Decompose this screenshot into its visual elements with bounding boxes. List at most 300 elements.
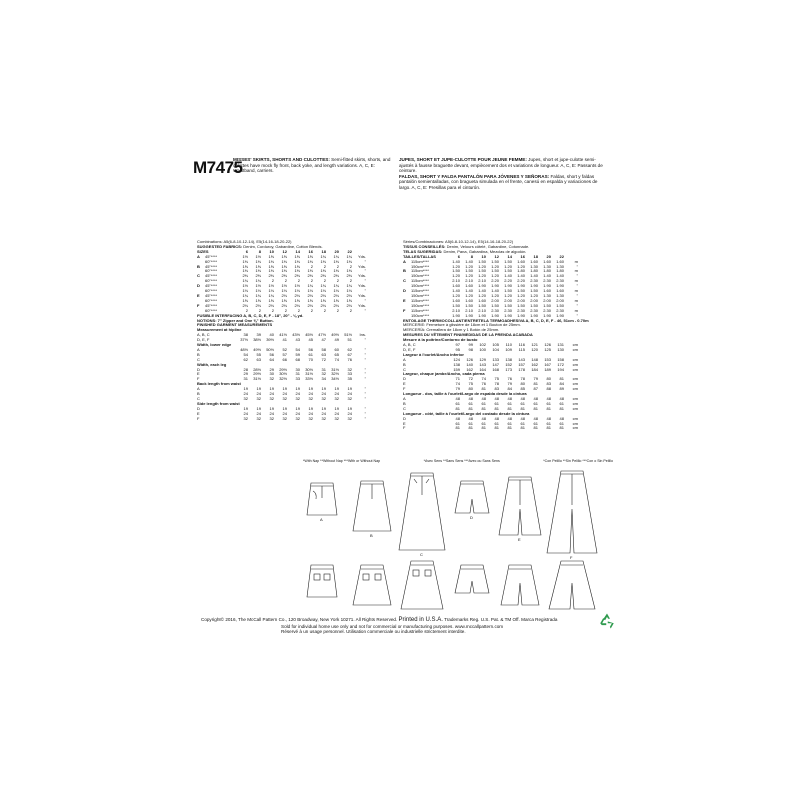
yardage-width: 150cm**** bbox=[411, 274, 430, 279]
yardage-width: 150cm**** bbox=[411, 284, 430, 289]
measurement-cell: 48 bbox=[494, 416, 499, 421]
yardage-width: 45"**** bbox=[205, 264, 218, 269]
yardage-cell: 1.90 bbox=[543, 313, 551, 318]
measurement-view: D bbox=[403, 377, 406, 382]
measurement-cell: 48 bbox=[533, 397, 538, 401]
measurement-cell: 189 bbox=[544, 367, 551, 372]
measurement-cell: 72 bbox=[321, 357, 326, 362]
measurement-cell: 48 bbox=[546, 416, 551, 421]
yardage-cell: 2 bbox=[271, 279, 274, 284]
measurement-cell: 35 bbox=[347, 377, 352, 382]
yardage-unit: Yds. bbox=[357, 254, 366, 259]
yardage-unit: Yds. bbox=[357, 303, 366, 308]
measurement-cell: 31 bbox=[321, 367, 326, 372]
measurement-unit: cm bbox=[572, 387, 578, 392]
measurement-cell: 83 bbox=[546, 382, 551, 387]
sketch-skirt-c-back bbox=[401, 561, 443, 609]
sketch-label-f: F bbox=[570, 555, 573, 560]
measurement-unit: " bbox=[364, 416, 366, 421]
yardage-cell: 1⅝ bbox=[281, 264, 287, 269]
yardage-cell: 2⅛ bbox=[268, 303, 274, 308]
yardage-cell: 1⅜ bbox=[281, 259, 287, 264]
measurement-cell: 81 bbox=[468, 426, 473, 431]
measurement-cell: 33 bbox=[347, 372, 352, 377]
combinations-fr: Séries/Combinaciones: A5(6-8-10-12-14), E5(14-16-18-20-22) bbox=[403, 239, 514, 244]
yardage-cell: 1⅛ bbox=[255, 289, 261, 294]
measurement-cell: 81 bbox=[455, 426, 460, 431]
yardage-unit: " bbox=[364, 279, 366, 284]
measurement-cell: 81 bbox=[455, 406, 460, 411]
fabrics-es-text: Denim, Pana, Gabardina, Mezclas de algodón. bbox=[443, 249, 527, 254]
size-header-cell: 18 bbox=[321, 249, 326, 254]
yardage-cell: 1⅝ bbox=[255, 264, 261, 269]
measurement-cell: 81 bbox=[468, 406, 473, 411]
measurement-cell: 48 bbox=[520, 416, 525, 421]
measurement-view: C bbox=[403, 367, 406, 372]
yardage-view: D bbox=[403, 289, 406, 294]
yardage-cell: 1¾ bbox=[242, 293, 248, 298]
measurement-cell: 72 bbox=[468, 377, 473, 382]
yardage-view: F bbox=[403, 308, 406, 313]
measurement-cell: 19 bbox=[282, 406, 287, 411]
finished-title: FINISHED GARMENT MEASUREMENTS bbox=[197, 322, 273, 328]
yardage-cell: 1⅝ bbox=[268, 298, 274, 303]
measurement-cell: 24 bbox=[334, 411, 339, 416]
measurement-unit: " bbox=[364, 392, 366, 397]
measurement-cell: 32 bbox=[282, 416, 287, 421]
size-header-cell: 20 bbox=[334, 249, 339, 254]
yardage-unit: " bbox=[576, 313, 578, 318]
yardage-cell: 1⅜ bbox=[307, 269, 313, 274]
yardage-cell: 1⅝ bbox=[307, 298, 313, 303]
yardage-width: 115cm**** bbox=[411, 289, 429, 294]
size-header-cell: 20 bbox=[546, 254, 551, 259]
measurement-cell: 75 bbox=[468, 382, 473, 387]
yardage-cell: 1⅝ bbox=[333, 298, 339, 303]
measurement-cell: 32 bbox=[295, 397, 300, 401]
yardage-cell: 2 bbox=[284, 308, 287, 313]
yardage-cell: 2.30 bbox=[517, 308, 525, 313]
measurement-cell: 54 bbox=[243, 352, 248, 357]
measurement-cell: 31½ bbox=[253, 377, 261, 382]
measurement-cell: 61 bbox=[455, 421, 460, 426]
yardage-cell: 1.50 bbox=[491, 303, 499, 308]
measurement-cell: 24 bbox=[269, 392, 274, 397]
sketch-skirt-c-front bbox=[399, 473, 445, 550]
measurements-table-fr bbox=[403, 338, 613, 431]
yardage-view: A bbox=[197, 254, 200, 259]
notions: NOTIONS: 7" Zipper and One ⅝" Button. bbox=[197, 317, 274, 323]
measurement-cell: 32 bbox=[321, 397, 326, 401]
measurements-table bbox=[197, 328, 397, 421]
yardage-cell: 2 bbox=[271, 308, 274, 313]
yardage-cell: 1⅝ bbox=[294, 254, 300, 259]
yardage-cell: 1.50 bbox=[504, 259, 512, 264]
yardage-cell: 1.80 bbox=[543, 269, 551, 274]
yardage-cell: 1.50 bbox=[543, 303, 551, 308]
size-header-cell: 6 bbox=[245, 249, 248, 254]
yardage-cell: 2 bbox=[323, 279, 326, 284]
measurement-cell: 32 bbox=[308, 416, 313, 421]
measurement-section-title: Width, lower edge bbox=[197, 342, 232, 348]
measurement-cell: 32 bbox=[347, 416, 352, 421]
yardage-cell: 2 bbox=[336, 264, 339, 269]
yardage-cell: 2.30 bbox=[543, 279, 551, 284]
desc-fr: Jupes, short et jupe-culotte semi-ajustés à fausse braguette devant, empiècement dos et variations de longueur. A, C, E: Passants de ceinture. bbox=[399, 157, 603, 174]
measurement-cell: 19 bbox=[347, 387, 352, 392]
yardage-cell: 1⅝ bbox=[242, 264, 248, 269]
yardage-cell: 1¾ bbox=[307, 284, 313, 289]
yardage-width: 115cm**** bbox=[411, 269, 429, 274]
measurement-cell: 76 bbox=[347, 357, 352, 362]
measurement-cell: 62 bbox=[347, 347, 352, 352]
size-header-cell: 8 bbox=[470, 254, 473, 259]
measurement-section-title: Largeur à l'ourlet/Ancho inferior bbox=[403, 351, 464, 357]
yardage-view: D bbox=[197, 284, 200, 289]
fabrics-text: Denim, Corduroy, Gabardine, Cotton Blends. bbox=[243, 244, 323, 249]
measurement-cell: 61 bbox=[468, 401, 473, 406]
yardage-table bbox=[197, 255, 397, 314]
measurement-cell: 81 bbox=[533, 406, 538, 411]
title-en: MISSES' SKIRTS, SHORTS AND CULOTTES: bbox=[233, 157, 330, 162]
measurement-section-title: Back length from waist bbox=[197, 381, 241, 387]
measurement-cell: 172 bbox=[557, 362, 564, 367]
sketch-skirt-b-back bbox=[353, 565, 391, 605]
yardage-cell: 2.00 bbox=[530, 298, 538, 303]
measurement-section-title: Mesure à la poitrine/Contorno de busto bbox=[403, 337, 478, 343]
yardage-cell: 1⅜ bbox=[242, 259, 248, 264]
measurement-view: F bbox=[197, 416, 200, 421]
measurement-cell: 32 bbox=[347, 397, 352, 401]
measurement-cell: 32 bbox=[256, 397, 261, 401]
measurement-cell: 48 bbox=[507, 416, 512, 421]
yardage-width: 60"**** bbox=[205, 289, 218, 294]
measurement-cell: 130 bbox=[557, 347, 564, 352]
measurement-section-title: Measurement at hipline bbox=[197, 327, 242, 333]
measurement-cell: 126 bbox=[544, 343, 551, 348]
yardage-cell: 1¾ bbox=[242, 279, 248, 284]
yardage-width: 115cm**** bbox=[411, 259, 429, 264]
measurement-cell: 79 bbox=[455, 387, 460, 392]
yardage-cell: 1.40 bbox=[452, 289, 460, 294]
yardage-cell: 1.40 bbox=[465, 259, 473, 264]
measurement-cell: 30 bbox=[295, 367, 300, 372]
yardage-cell: 2⅛ bbox=[333, 303, 339, 308]
yardage-cell: 1.40 bbox=[465, 289, 473, 294]
measurement-cell: 61 bbox=[455, 401, 460, 406]
sketch-culottes-f-back bbox=[549, 561, 595, 609]
measurement-cell: 79 bbox=[533, 377, 538, 382]
yardage-cell: 1.50 bbox=[478, 259, 486, 264]
measurement-unit: cm bbox=[572, 377, 578, 382]
yardage-cell: 1.90 bbox=[517, 313, 525, 318]
measurement-cell: 125 bbox=[544, 347, 551, 352]
measurement-cell: 41½ bbox=[279, 333, 287, 338]
measurement-cell: 184 bbox=[531, 367, 538, 372]
yardage-cell: 2 bbox=[310, 308, 313, 313]
yardage-width: 115cm**** bbox=[411, 298, 429, 303]
measurement-cell: 32 bbox=[308, 397, 313, 401]
yardage-cell: 1.20 bbox=[452, 293, 460, 298]
sketch-label-b: B bbox=[370, 533, 373, 538]
measurement-unit: " bbox=[364, 377, 366, 382]
measurement-cell: 30½ bbox=[279, 372, 287, 377]
measurement-cell: 38½ bbox=[253, 338, 261, 343]
pattern-back-sheet bbox=[193, 155, 613, 650]
title-fr: JUPES, SHORT ET JUPE-CULOTTE POUR JEUNE FEMME: bbox=[399, 157, 527, 162]
measurement-cell: 47 bbox=[321, 338, 326, 343]
yardage-cell: 2 bbox=[336, 308, 339, 313]
measurement-cell: 60 bbox=[334, 347, 339, 352]
size-header-cell: 14 bbox=[507, 254, 512, 259]
measurement-cell: 32 bbox=[269, 377, 274, 382]
measurement-cell: 85 bbox=[520, 387, 525, 392]
yardage-cell: 1.90 bbox=[556, 284, 564, 289]
yardage-cell: 2⅜ bbox=[320, 274, 326, 279]
measurement-cell: 138 bbox=[453, 362, 460, 367]
measurement-cell: 24 bbox=[295, 392, 300, 397]
measurement-unit: cm bbox=[572, 362, 578, 367]
yardage-unit: m bbox=[574, 298, 578, 303]
measurement-cell: 32½ bbox=[331, 372, 339, 377]
measurement-cell: 61 bbox=[520, 421, 525, 426]
yardage-cell: 1.50 bbox=[504, 303, 512, 308]
yardage-cell: 2⅜ bbox=[242, 274, 248, 279]
measurement-cell: 168 bbox=[492, 367, 499, 372]
yardage-cell: 1½ bbox=[281, 284, 287, 289]
measurement-cell: 19 bbox=[308, 387, 313, 392]
measurement-unit: cm bbox=[572, 426, 578, 431]
yardage-cell: 2⅜ bbox=[294, 274, 300, 279]
yardage-cell: 2.10 bbox=[478, 308, 486, 313]
measurement-cell: 61 bbox=[494, 401, 499, 406]
measurement-cell: 19 bbox=[308, 406, 313, 411]
measurement-cell: 167 bbox=[544, 362, 551, 367]
measurement-cell: 61 bbox=[468, 421, 473, 426]
measurement-cell: 81 bbox=[507, 426, 512, 431]
yardage-cell: 1.90 bbox=[504, 313, 512, 318]
yardage-cell: 1.20 bbox=[465, 293, 473, 298]
yardage-cell: 2.30 bbox=[504, 308, 512, 313]
yardage-cell: 1⅝ bbox=[281, 298, 287, 303]
left-column-english bbox=[197, 240, 397, 422]
yardage-cell: 2⅛ bbox=[281, 293, 287, 298]
measurement-cell: 45½ bbox=[305, 333, 313, 338]
yardage-cell: 1.60 bbox=[478, 298, 486, 303]
yardage-cell: 2⅛ bbox=[346, 293, 352, 298]
yardage-width: 150cm**** bbox=[411, 313, 430, 318]
measurement-cell: 19 bbox=[334, 406, 339, 411]
measurement-cell: 57 bbox=[282, 352, 287, 357]
yardage-cell: 1.40 bbox=[556, 274, 564, 279]
measurement-cell: 95 bbox=[455, 347, 460, 352]
measurement-cell: 81 bbox=[520, 426, 525, 431]
yardage-cell: 1.90 bbox=[504, 284, 512, 289]
measurement-cell: 80 bbox=[520, 382, 525, 387]
measurement-cell: 39½ bbox=[266, 338, 274, 343]
measurement-view: F bbox=[403, 426, 406, 431]
yardage-cell: 1.50 bbox=[517, 289, 525, 294]
yardage-width: 150cm**** bbox=[411, 264, 430, 269]
measurement-unit: " bbox=[364, 357, 366, 362]
size-header-cell: 10 bbox=[481, 254, 486, 259]
measurement-unit: " bbox=[364, 397, 366, 401]
yardage-cell: 2.00 bbox=[517, 298, 525, 303]
yardage-cell: 1.60 bbox=[543, 259, 551, 264]
measurement-cell: 31 bbox=[243, 377, 248, 382]
yardage-cell: 1.20 bbox=[478, 293, 486, 298]
yardage-unit: " bbox=[364, 269, 366, 274]
yardage-width: 150cm**** bbox=[411, 303, 430, 308]
measurement-view: A bbox=[197, 387, 200, 392]
measurement-cell: 34½ bbox=[331, 377, 339, 382]
measurement-cell: 61 bbox=[520, 401, 525, 406]
yardage-cell: 1⅜ bbox=[242, 269, 248, 274]
measurement-cell: 43½ bbox=[292, 333, 300, 338]
measurement-view: E bbox=[197, 372, 200, 377]
yardage-cell: 1⅝ bbox=[255, 298, 261, 303]
yardage-cell: 2.00 bbox=[504, 298, 512, 303]
measurement-view: C bbox=[197, 397, 200, 401]
interfacing-fr: ENTOILAGE THERMOCOLLANT/ENTRETELA TERMOADHESIVA A, B, C, D, E, F - 46, 51cm - 0.70m bbox=[403, 317, 589, 323]
right-column-french-spanish bbox=[403, 240, 613, 431]
measurement-cell: 71 bbox=[455, 377, 460, 382]
yardage-unit: m bbox=[574, 259, 578, 264]
measurement-cell: 19 bbox=[256, 406, 261, 411]
notions-es: MERCERÍA: Cremallera de 18cm y 1 Botón de 25mm. bbox=[403, 327, 500, 333]
measurement-cell: 19 bbox=[321, 406, 326, 411]
measurement-cell: 29 bbox=[269, 367, 274, 372]
yardage-cell: 2.30 bbox=[491, 308, 499, 313]
copyright-footer bbox=[201, 617, 611, 635]
measurement-unit: " bbox=[364, 406, 366, 411]
fabrics-es-title: TELAS SUGERIDAS: bbox=[403, 248, 443, 254]
measurement-cell: 49 bbox=[334, 338, 339, 343]
yardage-cell: 2⅛ bbox=[255, 303, 261, 308]
measurement-view: B bbox=[403, 362, 406, 367]
measurement-unit: " bbox=[364, 352, 366, 357]
measurement-unit: cm bbox=[572, 401, 578, 406]
yardage-cell: 1¾ bbox=[320, 254, 326, 259]
copyright-text: Copyright© 2016, The McCall Pattern Co., 120 Broadway, New York 10271. All Rights Reserved. bbox=[201, 617, 398, 622]
measurement-cell: 51 bbox=[347, 338, 352, 343]
yardage-cell: 2.30 bbox=[530, 279, 538, 284]
size-header-cell: 10 bbox=[269, 249, 274, 254]
yardage-cell: 2⅜ bbox=[346, 274, 352, 279]
yardage-cell: 1⅜ bbox=[294, 269, 300, 274]
yardage-cell: 1.80 bbox=[530, 269, 538, 274]
yardage-cell: 1.60 bbox=[543, 289, 551, 294]
measurement-cell: 48 bbox=[468, 397, 473, 401]
yardage-cell: 2 bbox=[349, 264, 352, 269]
sketch-skirt-a-back bbox=[307, 565, 337, 597]
yardage-cell: 1⅛ bbox=[307, 289, 313, 294]
size-header-cell: 16 bbox=[308, 249, 313, 254]
measurement-cell: 88 bbox=[546, 387, 551, 392]
yardage-view: C bbox=[197, 274, 200, 279]
desc-en: Semi-fitted skirts, shorts, and culottes have mock fly front, back yoke, and length variations. A, C, E: Waistband, carriers. bbox=[233, 157, 391, 174]
measurement-cell: 61 bbox=[494, 421, 499, 426]
measurement-cell: 63 bbox=[321, 352, 326, 357]
yardage-cell: 1.90 bbox=[543, 284, 551, 289]
yardage-cell: 2 bbox=[323, 264, 326, 269]
yardage-cell: 1.40 bbox=[491, 289, 499, 294]
measurement-cell: 99 bbox=[468, 343, 473, 348]
yardage-cell: 2⅛ bbox=[242, 303, 248, 308]
yardage-cell: 1.50 bbox=[452, 303, 460, 308]
yardage-cell: 1⅜ bbox=[281, 269, 287, 274]
trademark-text: Trademarks Reg. U.S. Pat. & TM Off. Marca Registrada bbox=[444, 617, 558, 622]
yardage-cell: 1.90 bbox=[530, 313, 538, 318]
yardage-cell: 1.20 bbox=[517, 293, 525, 298]
measurement-cell: 39 bbox=[256, 333, 261, 338]
measurement-cell: 68 bbox=[295, 357, 300, 362]
yardage-unit: Yds. bbox=[357, 274, 366, 279]
measurement-cell: 41 bbox=[282, 338, 287, 343]
measurement-cell: 24 bbox=[347, 411, 352, 416]
yardage-cell: 1.50 bbox=[530, 289, 538, 294]
yardage-cell: 1½ bbox=[255, 284, 261, 289]
measurement-cell: 89 bbox=[559, 387, 564, 392]
yardage-cell: 1.20 bbox=[465, 274, 473, 279]
measurement-cell: 115 bbox=[518, 347, 525, 352]
measurement-cell: 32 bbox=[295, 416, 300, 421]
yardage-width: 115cm**** bbox=[411, 279, 429, 284]
yardage-unit: m bbox=[574, 269, 578, 274]
yardage-unit: Yds. bbox=[357, 264, 366, 269]
yardage-view: B bbox=[197, 264, 200, 269]
measurement-cell: 29 bbox=[243, 372, 248, 377]
notions-fr: MERCERIE: Fermeture à glissière de 18cm et 1 Bouton de 25mm. bbox=[403, 322, 521, 328]
yardage-unit: " bbox=[364, 308, 366, 313]
measurement-cell: 74 bbox=[455, 382, 460, 387]
measurement-cell: 32½ bbox=[279, 377, 287, 382]
measurement-cell: 81 bbox=[481, 426, 486, 431]
measurement-cell: 74 bbox=[334, 357, 339, 362]
measurement-cell: 19 bbox=[243, 387, 248, 392]
yardage-cell: 1.40 bbox=[504, 274, 512, 279]
yardage-cell: 2.10 bbox=[478, 279, 486, 284]
footnote-en: *With Nap **Without Nap ***With or Without Nap bbox=[303, 459, 381, 463]
measurement-view: B bbox=[403, 401, 406, 406]
measurement-cell: 81 bbox=[546, 406, 551, 411]
yardage-cell: 1⅜ bbox=[268, 259, 274, 264]
measurement-cell: 178 bbox=[518, 367, 525, 372]
yardage-cell: 2.00 bbox=[556, 298, 564, 303]
measurement-unit: cm bbox=[572, 367, 578, 372]
measurement-cell: 48 bbox=[520, 397, 525, 401]
measurement-cell: 24 bbox=[347, 392, 352, 397]
measurement-cell: 109 bbox=[505, 347, 512, 352]
yardage-cell: 1.80 bbox=[517, 269, 525, 274]
yardage-cell: 1.20 bbox=[478, 274, 486, 279]
size-header-cell: 16 bbox=[520, 254, 525, 259]
sketch-shorts-d-front bbox=[455, 481, 489, 513]
measurement-row bbox=[403, 426, 613, 431]
yardage-cell: 2⅜ bbox=[268, 274, 274, 279]
measurement-unit: " bbox=[364, 387, 366, 392]
measurement-cell: 31½ bbox=[331, 367, 339, 372]
measurement-cell: 48½ bbox=[240, 347, 248, 352]
measurement-cell: 162 bbox=[466, 367, 473, 372]
measurement-cell: 19 bbox=[334, 387, 339, 392]
yardage-cell: 1.20 bbox=[491, 264, 499, 269]
yardage-cell: 1⅜ bbox=[255, 269, 261, 274]
yardage-cell: 1½ bbox=[268, 284, 274, 289]
measurement-cell: 24 bbox=[295, 411, 300, 416]
interfacing: FUSIBLE INTERFACING A, B, C, D, E, F - 18", 20" - ⅛ yd. bbox=[197, 312, 304, 318]
measurement-cell: 32 bbox=[243, 416, 248, 421]
